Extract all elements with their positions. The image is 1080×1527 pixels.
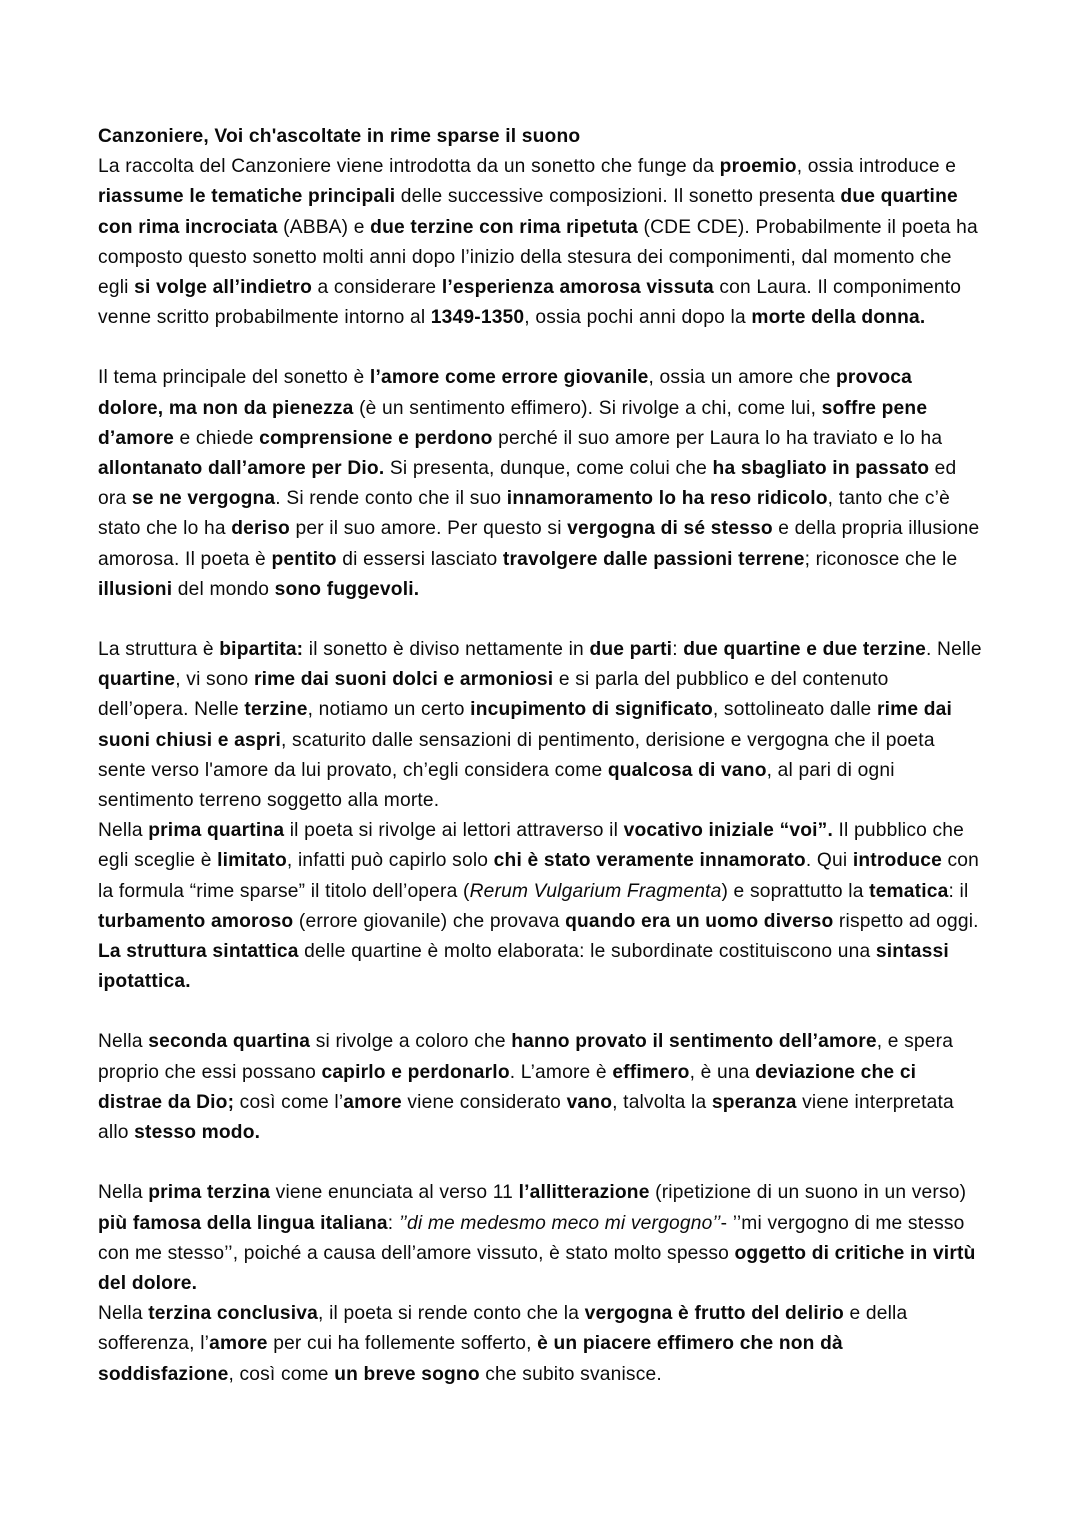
text-run: vocativo iniziale “voi”. [623, 820, 833, 842]
text-run: terzine [244, 699, 308, 721]
text-run: proemio [719, 156, 797, 178]
text-run: . L’amore è [509, 1061, 613, 1083]
text-run: Nella [98, 1182, 149, 1204]
text-run: prima quartina [148, 820, 285, 842]
text-run: deriso [231, 518, 290, 540]
text-run: . Si rende conto che il suo [275, 488, 507, 510]
text-run: bipartita: [219, 639, 304, 661]
text-run: . Nelle [926, 639, 982, 661]
text-run: che subito svanisce. [479, 1363, 662, 1385]
text-run: , scaturito dalle sensazioni di pentimento, derisione e vergogna che il poeta sente verso l'amore da lui provato, ch’egli considera come [98, 729, 935, 781]
text-run: , ossia introduce e [796, 156, 957, 178]
text-run: , tanto che c’è stato che lo ha [98, 488, 950, 540]
text-run: , vi sono [175, 669, 254, 691]
text-run: l’esperienza amorosa vissuta [441, 277, 714, 299]
text-run: speranza [711, 1091, 797, 1113]
text-run: l’amore come errore giovanile [369, 367, 649, 389]
text-run: vergogna è frutto del delirio [584, 1303, 844, 1325]
text-run: rispetto ad oggi. [833, 910, 979, 932]
text-run: La raccolta del Canzoniere viene introdotta da un sonetto che funge da [98, 156, 720, 178]
text-run: turbamento amoroso [98, 910, 294, 932]
text-run: , il poeta si rende conto che la [318, 1303, 585, 1325]
text-run: si volge all’indietro [134, 277, 312, 299]
text-run: per cui ha follemente sofferto, [267, 1333, 538, 1355]
text-run: capirlo e perdonarlo [321, 1061, 510, 1083]
text-run: di essersi lasciato [336, 548, 503, 570]
text-run: terzina conclusiva [148, 1303, 319, 1325]
text-run: . Qui [805, 850, 853, 872]
paragraph-prima-terzina [98, 1178, 982, 1389]
text-run: ; riconosce che le [804, 548, 958, 570]
text-run: perché il suo amore per Laura lo ha traviato e lo ha [492, 427, 943, 449]
text-run: l’allitterazione [518, 1182, 650, 1204]
text-run: effimero [612, 1061, 690, 1083]
text-run: ) e soprattutto la [721, 880, 870, 902]
text-run: La struttura sintattica [98, 941, 299, 963]
text-run: e chiede [174, 427, 260, 449]
text-run: stesso modo. [134, 1122, 261, 1144]
text-run: il poeta si rivolge ai lettori attraverso il [284, 820, 624, 842]
text-run: : [387, 1212, 399, 1234]
text-run: sono fuggevoli. [274, 578, 420, 600]
text-run: a considerare [312, 277, 442, 299]
text-run: , infatti può capirlo solo [286, 850, 494, 872]
text-run: introduce [852, 850, 942, 872]
text-run: amore [209, 1333, 268, 1355]
text-run: Rerum Vulgarium Fragmenta [469, 880, 722, 902]
text-run: , ossia pochi anni dopo la [524, 307, 752, 329]
text-run: , sottolineato dalle [712, 699, 877, 721]
text-run: limitato [217, 850, 287, 872]
text-run: illusioni [98, 578, 173, 600]
text-run: , è una [689, 1061, 756, 1083]
text-run: (ABBA) e [277, 216, 371, 238]
text-run: comprensione e perdono [259, 427, 493, 449]
text-run: ’’di me medesmo meco mi vergogno’’ [398, 1212, 721, 1234]
paragraph-introduzione [98, 152, 982, 333]
text-run: pentito [271, 548, 337, 570]
text-run: deviazione che ci distrae da Dio; [98, 1061, 917, 1113]
text-run: prima terzina [148, 1182, 271, 1204]
text-run: così come l’ [234, 1091, 344, 1113]
text-run: delle successive composizioni. Il sonetto presenta [395, 186, 841, 208]
text-run: chi è stato veramente innamorato [493, 850, 806, 872]
text-run: : il [948, 880, 969, 902]
text-run: due terzine con rima ripetuta [370, 216, 639, 238]
text-run: Il tema principale del sonetto è [98, 367, 370, 389]
text-run: , e spera proprio che essi possano [98, 1031, 954, 1083]
text-run: soffre pene d’amore [98, 397, 928, 449]
text-run: , talvolta la [612, 1091, 712, 1113]
text-run: : [672, 639, 684, 661]
text-run: hanno provato il sentimento dell’amore [511, 1031, 877, 1053]
text-run: rime dai suoni dolci e armoniosi [253, 669, 554, 691]
text-run: travolgere dalle passioni terrene [502, 548, 805, 570]
text-run: amore [343, 1091, 402, 1113]
text-run: provoca dolore, ma non da pienezza [98, 367, 912, 419]
text-run: rime dai suoni chiusi e aspri [98, 699, 953, 751]
text-run: seconda quartina [148, 1031, 311, 1053]
text-run: e della propria illusione amorosa. Il poeta è [98, 518, 980, 570]
text-run: delle quartine è molto elaborata: le subordinate costituiscono una [298, 941, 876, 963]
document-body [98, 122, 982, 1390]
text-run: 1349-1350 [430, 307, 525, 329]
text-run: vano [566, 1091, 613, 1113]
text-run: due parti [589, 639, 673, 661]
text-run: La struttura è [98, 639, 220, 661]
text-run: con la formula “rime sparse” il titolo dell’opera ( [98, 850, 980, 902]
text-run: un breve sogno [334, 1363, 480, 1385]
text-run: il sonetto è diviso nettamente in [303, 639, 590, 661]
text-run: (CDE CDE). Probabilmente il poeta ha composto questo sonetto molti anni dopo l’inizio della stesura dei componimenti, dal momento che egli [98, 216, 978, 299]
text-run: oggetto di critiche in virtù del dolore. [98, 1242, 976, 1294]
text-run: si rivolge a coloro che [310, 1031, 512, 1053]
text-run: viene considerato [401, 1091, 567, 1113]
text-run: ha sbagliato in passato [712, 458, 930, 480]
text-run: incupimento di significato [470, 699, 713, 721]
text-run: Il pubblico che egli sceglie è [98, 820, 965, 872]
text-run: - ’’mi vergogno di me stesso con me stesso’’, poiché a causa dell’amore vissuto, è stato molto spesso [98, 1212, 965, 1264]
paragraph-seconda-quartina [98, 1027, 982, 1148]
text-run: (è un sentimento effimero). Si rivolge a chi, come lui, [353, 397, 822, 419]
text-run: Canzoniere, Voi ch'ascoltate in rime sparse il suono [98, 126, 581, 147]
text-run: se ne vergogna [131, 488, 276, 510]
text-run: innamoramento lo ha reso ridicolo [506, 488, 828, 510]
text-run: Si presenta, dunque, come colui che [384, 458, 713, 480]
text-run: ed ora [98, 458, 957, 510]
text-run: tematica [869, 880, 949, 902]
text-run: quando era un uomo diverso [565, 910, 834, 932]
text-run: sintassi ipotattica. [98, 941, 949, 993]
text-run: morte della donna. [751, 307, 926, 329]
text-run: due quartine con rima incrociata [98, 186, 958, 238]
text-run: è un piacere effimero che non dà soddisfazione [98, 1333, 843, 1385]
text-run: , così come [228, 1363, 335, 1385]
document-title [98, 122, 982, 152]
text-run: qualcosa di vano [607, 759, 767, 781]
text-run: con Laura. Il componimento venne scritto probabilmente intorno al [98, 277, 962, 329]
text-run: due quartine e due terzine [683, 639, 927, 661]
text-run: e si parla del pubblico e del contenuto dell’opera. Nelle [98, 669, 889, 721]
text-run: , notiamo un certo [307, 699, 471, 721]
paragraph-tema-principale [98, 363, 982, 605]
text-run: riassume le tematiche principali [98, 186, 396, 208]
text-run: (errore giovanile) che provava [293, 910, 566, 932]
text-run: , al pari di ogni sentimento terreno soggetto alla morte. [98, 759, 895, 812]
text-run: più famosa della lingua italiana [98, 1212, 388, 1234]
text-run: Nella [98, 1031, 149, 1053]
text-run: allontanato dall’amore per Dio. [98, 458, 385, 480]
text-run: Nella [98, 820, 149, 842]
text-run: e della sofferenza, l’ [98, 1303, 908, 1355]
text-run: Nella [98, 1303, 149, 1325]
text-run: viene enunciata al verso 11 [270, 1182, 519, 1204]
text-run: (ripetizione di un suono in un verso) [649, 1182, 967, 1204]
text-run: per il suo amore. Per questo si [289, 518, 568, 540]
text-run: viene interpretata allo [98, 1091, 954, 1144]
paragraph-struttura-bipartita [98, 635, 982, 997]
text-run: , ossia un amore che [648, 367, 836, 389]
text-run: vergogna di sé stesso [567, 518, 773, 540]
text-run: quartine [98, 669, 176, 691]
text-run: del mondo [172, 578, 275, 600]
